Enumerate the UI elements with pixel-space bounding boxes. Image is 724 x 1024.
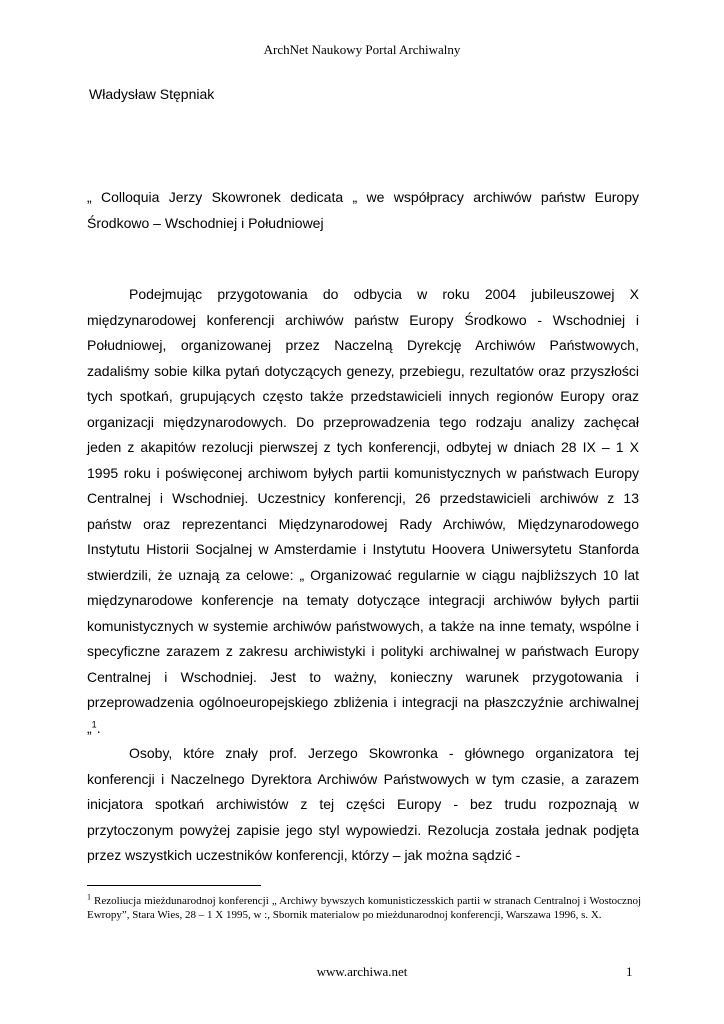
footnote-divider <box>87 885 261 886</box>
page-number: 1 <box>626 964 633 979</box>
paragraph-text: Podejmując przygotowania do odbycia w roku 2004 jubileuszowej X międzynarodowej konferencji archiwów państw Europy Środkowo - Wschodniej i Południowej, organizowanej przez Naczelną Dyrekcję Archiwów Państwowych, zadaliśmy sobie kilka pytań dotyczących genezy, przebiegu, rezultatów oraz przyszłości tych spotkań, grupujących często także przedstawicieli innych regionów Europy oraz organizacji międzynarodowych. Do przeprowadzenia tego rodzaju analizy zachęcał jeden z akapitów rezolucji pierwszej z tych konferencji, odbytej w dniach 28 IX – 1 X 1995 roku i poświęconej archiwom byłych partii komunistycznych w państwach Europy Centralnej i Wschodniej. Uczestnicy konferencji, 26 przedstawicieli archiwów z 13 państw oraz reprezentanci Międzynarodowej Rady Archiwów, Międzynarodowego Instytutu Historii Socjalnej w Amsterdamie i Instytutu Hoovera Uniwersytetu Stanforda stwierdzili, że uznają za celowe: „ Organizować regularnie w ciągu najbliższych 10 lat międzynarodowe konferencje na tematy dotyczące integracji archiwów byłych partii komunistycznych w systemie archiwów państwowych, a także na inne tematy, wspólne i specyficzne zarazem z zakresu archiwistyki i polityki archiwalnej w państwach Europy Centralnej i Wschodniej. Jest to ważny, konieczny warunek przygotowania i przeprowadzenia ogólnoeuropejskiego zbliżenia i integracji na płaszczyźnie archiwalnej „ <box>87 286 639 736</box>
footer-url[interactable]: www.archiwa.net <box>316 964 408 979</box>
page-header: ArchNet Naukowy Portal Archiwalny <box>263 42 461 57</box>
paragraph <box>87 741 639 869</box>
author-name: Władysław Stępniak <box>89 86 215 102</box>
article-title: „ Colloquia Jerzy Skowronek dedicata „ we współpracy archiwów państw Europy Środkowo – Wschodniej i Południowej <box>87 189 639 231</box>
footnote-text: Rezoliucja mieżdunarodnoj konferencji „ Archiwy bywszych komunisticzesskich partii w stranach Centralnoj i Wostocznoj Ewropy”, Stara Wies, 28 – 1 X 1995, w :, Sbornik materialow po mieżdunarodnoj konferencji, Warszawa 1996, s. X. <box>87 895 641 921</box>
paragraph-end: . <box>96 719 101 736</box>
footnote <box>87 894 641 922</box>
footnote-reference[interactable]: 1 <box>91 718 97 729</box>
paragraph <box>87 282 639 741</box>
article-body <box>87 282 639 869</box>
paragraph-text: Osoby, które znały prof. Jerzego Skowronka - głównego organizatora tej konferencji i Naczelnego Dyrektora Archiwów Państwowych w tym czasie, a zarazem inicjatora spotkań archiwistów z tej części Europy - bez trudu rozpoznają w przytoczonym powyżej zapisie jego styl wypowiedzi. Rezolucja została jednak podjęta przez wszystkich uczestników konferencji, którzy – jak można sądzić - <box>87 745 639 863</box>
footnote-number: 1 <box>87 892 91 902</box>
